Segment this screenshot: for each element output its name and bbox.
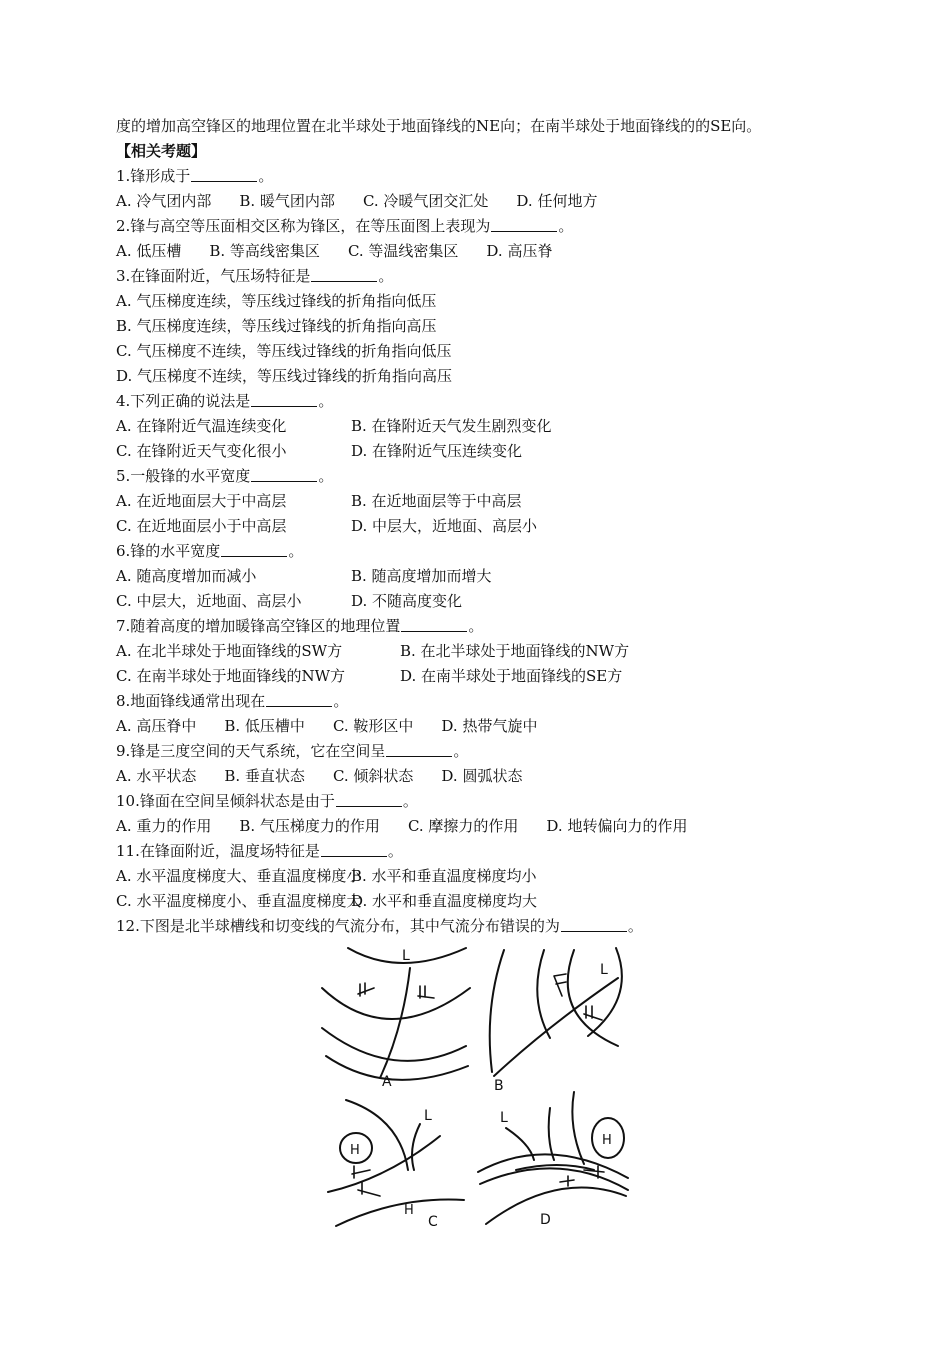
isobar-line <box>549 1108 554 1160</box>
isobar-line <box>322 988 470 1019</box>
answer-option[interactable]: B. 在锋附近天气发生剧烈变化 <box>351 417 552 435</box>
answer-option[interactable]: D. 在锋附近气压连续变化 <box>351 442 523 460</box>
isobar-line <box>572 1092 584 1164</box>
question-text: 7.随着高度的增加暖锋高空锋区的地理位置 <box>116 617 401 635</box>
options-row <box>116 339 876 364</box>
question-text: 5.一般锋的水平宽度 <box>116 467 251 485</box>
answer-option[interactable]: D. 高压脊 <box>486 242 553 260</box>
options-row <box>116 864 876 889</box>
isobar-line <box>486 1188 626 1224</box>
question-stem <box>116 914 876 939</box>
question-end: 。 <box>453 742 469 760</box>
panel-label-b: B <box>494 1078 504 1094</box>
options-row <box>116 489 876 514</box>
answer-option[interactable]: A. 在近地面层大于中高层 <box>116 492 287 510</box>
answer-option[interactable]: B. 暖气团内部 <box>239 192 335 210</box>
question-stem <box>116 264 876 289</box>
answer-option[interactable]: C. 气压梯度不连续，等压线过锋线的折角指向低压 <box>116 342 452 360</box>
answer-option[interactable]: B. 在近地面层等于中高层 <box>351 492 522 510</box>
question-stem <box>116 164 876 189</box>
answer-option[interactable]: D. 气压梯度不连续，等压线过锋线的折角指向高压 <box>116 367 453 385</box>
question-text: 11.在锋面附近，温度场特征是 <box>116 842 320 860</box>
question-end: 。 <box>288 542 304 560</box>
question-list <box>116 164 876 939</box>
high-label: H <box>350 1143 360 1158</box>
question-text: 2.锋与高空等压面相交区称为锋区，在等压面图上表现为 <box>116 217 491 235</box>
answer-option[interactable]: D. 热带气旋中 <box>441 717 538 735</box>
question-stem <box>116 839 876 864</box>
isobar-line <box>328 1136 440 1192</box>
question-end: 。 <box>333 692 349 710</box>
trough-shear-line-figure <box>318 938 640 1230</box>
question-text: 9.锋是三度空间的天气系统，它在空间呈 <box>116 742 386 760</box>
question-stem <box>116 214 876 239</box>
answer-blank[interactable] <box>266 690 332 707</box>
wind-barb-icon <box>352 1166 370 1178</box>
answer-option[interactable]: B. 低压槽中 <box>224 717 305 735</box>
options-row <box>116 364 876 389</box>
panel-d <box>478 1092 628 1228</box>
options-row <box>116 314 876 339</box>
question-stem <box>116 689 876 714</box>
question-end: 。 <box>387 842 403 860</box>
answer-option[interactable]: D. 圆弧状态 <box>441 767 523 785</box>
wind-barb-icon <box>418 986 434 998</box>
question-end: 。 <box>627 917 643 935</box>
panel-label-d: D <box>540 1212 551 1228</box>
isobar-line <box>537 950 550 1038</box>
shear-line <box>412 1124 420 1170</box>
answer-blank[interactable] <box>561 915 627 932</box>
answer-option[interactable]: D. 水平和垂直温度梯度均大 <box>351 892 538 910</box>
section-title: 【相关考题】 <box>116 142 207 160</box>
options-row <box>116 289 876 314</box>
answer-blank[interactable] <box>321 840 387 857</box>
question-end: 。 <box>318 467 334 485</box>
answer-option[interactable]: C. 等温线密集区 <box>347 242 459 260</box>
intro-text: 度的增加高空锋区的地理位置在北半球处于地面锋线的NE向；在南半球处于地面锋线的的SE向。 <box>116 117 762 135</box>
options-row <box>116 439 876 464</box>
answer-option[interactable]: A. 水平温度梯度大、垂直温度梯度小 <box>116 867 362 885</box>
question-stem <box>116 539 876 564</box>
answer-blank[interactable] <box>311 265 377 282</box>
answer-option[interactable]: D. 在南半球处于地面锋线的SE方 <box>400 667 623 685</box>
low-label: L <box>424 1108 432 1124</box>
question-stem <box>116 739 876 764</box>
isobar-line <box>490 950 504 1072</box>
question-text: 1.锋形成于 <box>116 167 191 185</box>
answer-option[interactable]: A. 冷气团内部 <box>116 192 212 210</box>
low-label: L <box>500 1110 508 1126</box>
exam-content <box>116 114 876 939</box>
answer-option[interactable]: A. 水平状态 <box>116 767 197 785</box>
answer-option[interactable]: B. 在北半球处于地面锋线的NW方 <box>400 642 630 660</box>
answer-option[interactable]: C. 倾斜状态 <box>332 767 414 785</box>
answer-option[interactable]: C. 中层大，近地面、高层小 <box>116 592 302 610</box>
wind-barb-icon <box>554 974 566 996</box>
low-label: L <box>600 962 608 978</box>
answer-option[interactable]: C. 摩擦力的作用 <box>407 817 519 835</box>
options-row <box>116 564 876 589</box>
panel-label-c: C <box>428 1214 438 1230</box>
answer-option[interactable]: C. 在锋附近天气变化很小 <box>116 442 287 460</box>
answer-blank[interactable] <box>221 540 287 557</box>
answer-blank[interactable] <box>491 215 557 232</box>
question-text: 10.锋面在空间呈倾斜状态是由于 <box>116 792 335 810</box>
question-text: 8.地面锋线通常出现在 <box>116 692 266 710</box>
question-text: 3.在锋面附近，气压场特征是 <box>116 267 311 285</box>
options-row <box>116 714 876 739</box>
answer-option[interactable]: C. 在近地面层小于中高层 <box>116 517 287 535</box>
wind-barb-icon <box>560 1176 574 1186</box>
wind-barb-icon <box>358 1182 380 1196</box>
wind-barb-icon <box>358 983 374 996</box>
answer-option[interactable]: D. 地转偏向力的作用 <box>546 817 688 835</box>
answer-option[interactable]: B. 气压梯度连续，等压线过锋线的折角指向高压 <box>116 317 437 335</box>
options-row <box>116 814 876 839</box>
answer-option[interactable]: C. 冷暖气团交汇处 <box>362 192 489 210</box>
answer-option[interactable]: B. 水平和垂直温度梯度均小 <box>351 867 537 885</box>
options-row <box>116 239 876 264</box>
options-row <box>116 889 876 914</box>
answer-option[interactable]: D. 不随高度变化 <box>351 592 463 610</box>
panel-label-a: A <box>382 1074 392 1090</box>
question-end: 。 <box>378 267 394 285</box>
isobar-line <box>346 1100 408 1170</box>
question-end: 。 <box>318 392 334 410</box>
panel-c <box>328 1100 464 1230</box>
answer-option[interactable]: B. 随高度增加而增大 <box>351 567 492 585</box>
question-text: 6.锋的水平宽度 <box>116 542 221 560</box>
answer-option[interactable]: B. 气压梯度力的作用 <box>239 817 380 835</box>
high-label: H <box>602 1133 612 1148</box>
options-row <box>116 589 876 614</box>
answer-option[interactable]: A. 低压槽 <box>116 242 182 260</box>
panel-a <box>322 948 470 1090</box>
answer-option[interactable]: A. 随高度增加而减小 <box>116 567 257 585</box>
options-row <box>116 639 876 664</box>
isobar-line <box>480 1168 628 1190</box>
high-label: H <box>404 1203 414 1218</box>
answer-blank[interactable] <box>251 390 317 407</box>
options-row <box>116 514 876 539</box>
wind-barb-icon <box>584 1006 602 1020</box>
answer-blank[interactable] <box>401 615 467 632</box>
answer-blank[interactable] <box>336 790 402 807</box>
answer-option[interactable]: B. 垂直状态 <box>224 767 305 785</box>
question-end: 。 <box>258 167 274 185</box>
options-row <box>116 664 876 689</box>
question-stem <box>116 464 876 489</box>
answer-option[interactable]: C. 水平温度梯度小、垂直温度梯度大 <box>116 892 362 910</box>
answer-option[interactable]: B. 等高线密集区 <box>209 242 320 260</box>
low-label: L <box>402 948 410 964</box>
answer-option[interactable]: A. 重力的作用 <box>116 817 212 835</box>
answer-option[interactable]: C. 在南半球处于地面锋线的NW方 <box>116 667 346 685</box>
answer-blank[interactable] <box>251 465 317 482</box>
answer-blank[interactable] <box>386 740 452 757</box>
question-text: 4.下列正确的说法是 <box>116 392 251 410</box>
answer-option[interactable]: D. 中层大，近地面、高层小 <box>351 517 538 535</box>
question-stem <box>116 789 876 814</box>
options-row <box>116 764 876 789</box>
answer-option[interactable]: A. 在锋附近气温连续变化 <box>116 417 287 435</box>
isobar-line <box>336 1200 464 1226</box>
answer-option[interactable]: A. 高压脊中 <box>116 717 197 735</box>
question-text: 12.下图是北半球槽线和切变线的气流分布，其中气流分布错误的为 <box>116 917 560 935</box>
question-stem <box>116 614 876 639</box>
answer-blank[interactable] <box>191 165 257 182</box>
answer-option[interactable]: A. 气压梯度连续，等压线过锋线的折角指向低压 <box>116 292 437 310</box>
question-end: 。 <box>402 792 418 810</box>
answer-option[interactable]: C. 鞍形区中 <box>332 717 414 735</box>
answer-option[interactable]: A. 在北半球处于地面锋线的SW方 <box>116 642 343 660</box>
options-row <box>116 189 876 214</box>
question-end: 。 <box>468 617 484 635</box>
question-end: 。 <box>558 217 574 235</box>
question-stem <box>116 389 876 414</box>
answer-option[interactable]: D. 任何地方 <box>516 192 598 210</box>
panel-b <box>490 948 622 1094</box>
options-row <box>116 414 876 439</box>
